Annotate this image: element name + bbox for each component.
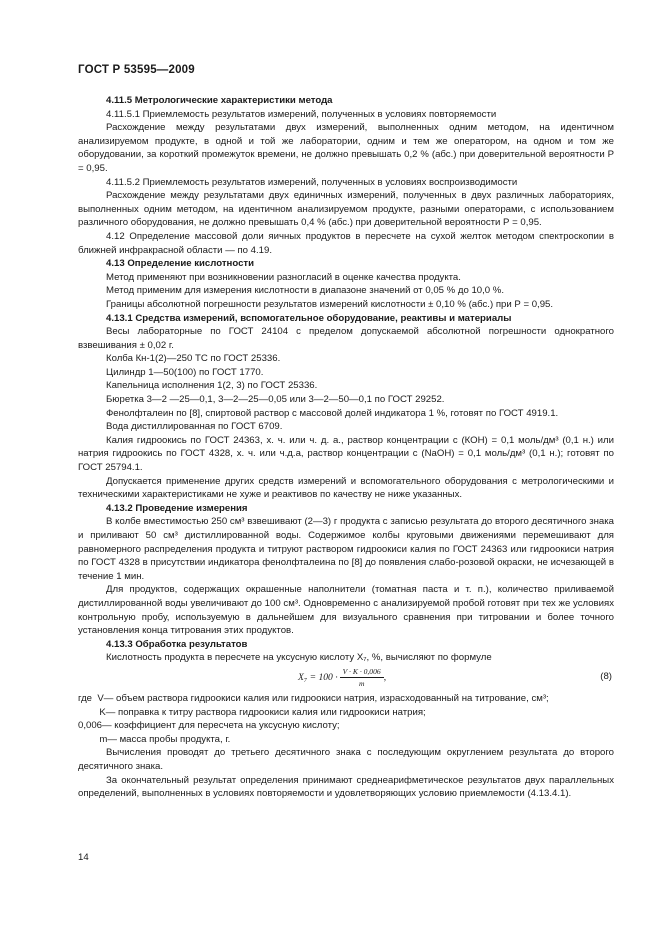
legend-text: — масса пробы продукта, г. [107, 733, 231, 745]
paragraph: Кислотность продукта в пересчете на уксусную кислоту X₇, %, вычисляют по формуле [106, 652, 492, 664]
legend-symbol: где V [78, 692, 104, 704]
legend-text: — объем раствора гидроокиси калия или гидроокиси натрия, израсходованный на титрование, см³; [103, 692, 549, 704]
paragraph: Расхождение между результатами двух единичных измерений, полученных в двух различных лабораториях, выполненных одним методом, на идентичном анализируемом продукте, разными операторами, с использованием различного оборудования, не должно превышать 0,4 % (абс.) при доверительной вероятности Р = 0,95. [78, 190, 614, 229]
variable-legend [78, 692, 614, 746]
list-item: Вода дистиллированная по ГОСТ 6709. [106, 421, 283, 433]
legend-row [78, 692, 614, 706]
document-body [78, 94, 614, 801]
paragraph: Метод применим для измерения кислотности в диапазоне значений от 0,05 % до 10,0 %. [106, 285, 504, 297]
legend-text: — поправка к титру раствора гидроокиси калия или гидроокиси натрия; [105, 706, 426, 718]
paragraph: Для продуктов, содержащих окрашенные наполнители (томатная паста и т. п.), количество приливаемой дистиллированной воды увеличивают до 100 см³. Одновременно с анализируемой пробой готовят при тех же условиях контрольную пробу, используемую в дальнейшем для визуального сравнения при титровании и более точного установления конца титрования этих продуктов. [78, 584, 614, 637]
formula-denominator: m [358, 678, 365, 688]
section-heading-4-11-5: 4.11.5 Метрологические характеристики метода [106, 95, 333, 106]
formula-numerator: V · K · 0,006 [340, 667, 384, 678]
formula-lhs: X₇ = 100 · [298, 671, 338, 683]
subsection-heading: 4.11.5.2 Приемлемость результатов измерений, полученных в условиях воспроизводимости [106, 176, 518, 188]
paragraph: Метод применяют при возникновении разногласий в оценке качества продукта. [106, 271, 461, 283]
section-heading-4-13-1: 4.13.1 Средства измерений, вспомогательное оборудование, реактивы и материалы [106, 312, 512, 324]
list-item: Цилиндр 1—50(100) по ГОСТ 1770. [106, 366, 264, 378]
paragraph: Границы абсолютной погрешности результатов измерений кислотности ± 0,10 % (абс.) при Р = 0,95. [106, 298, 554, 310]
paragraph: За окончательный результат определения принимают среднеарифметическое результатов двух параллельных определений, выполненных в условиях повторяемости и удовлетворяющих условию приемлемости (4.13.4.1). [78, 774, 614, 800]
legend-symbol: K [78, 706, 106, 718]
list-item: Фенолфталеин по [8], спиртовой раствор с массовой долей индикатора 1 %, готовят по ГОСТ 4919.1. [106, 407, 559, 419]
list-item: Калия гидроокись по ГОСТ 24363, х. ч. или ч. д. а., раствор концентрации с (КОН) = 0,1 моль/дм³ (0,1 н.) или натрия гидроокись по ГОСТ 4328, х. ч. или ч.д.а, раствор концентрации с (NaOH) = 0,1 моль/дм³ (0,1 н.); готовят по ГОСТ 25794.1. [78, 434, 614, 474]
paragraph: Весы лабораторные по ГОСТ 24104 с пределом допускаемой абсолютной погрешности однократного взвешивания ± 0,02 г. [78, 326, 614, 351]
paragraph: Расхождение между результатами двух измерений, выполненных одним методом, на идентичном анализируемом продукте, в одной и той же лаборатории, одним и тем же оператором, на одном и том же оборудовании, за короткий промежуток времени, не должно превышать 0,2 % (абс.) при доверительной вероятности Р = 0,95. [78, 122, 614, 174]
standard-header: ГОСТ Р 53595—2009 [78, 64, 195, 76]
paragraph: Вычисления проводят до третьего десятичного знака с последующим округлением результата до второго десятичного знака. [78, 747, 614, 772]
page-number: 14 [78, 852, 89, 863]
legend-row [78, 719, 614, 733]
formula-8 [78, 665, 614, 692]
legend-row [78, 733, 614, 747]
paragraph: 4.12 Определение массовой доли яичных продуктов в пересчете на сухой желток методом спектроскопии в ближней инфракрасной области — по 4.19. [78, 230, 614, 256]
list-item: Колба Кн-1(2)—250 ТС по ГОСТ 25336. [106, 353, 281, 365]
legend-symbol: m [78, 733, 108, 745]
paragraph: Допускается применение других средств измерений и вспомогательного оборудования с метрологическими и техническими характеристиками не хуже и реактивов по качеству не ниже указанных. [78, 475, 614, 501]
paragraph: В колбе вместимостью 250 см³ взвешивают (2—3) г продукта с записью результата до второго десятичного знака и приливают 50 см³ дистиллированной воды. Содержимое колбы круговыми движениями перемешивают для равномерного распределения продукта и титруют раствором гидроокиси калия по ГОСТ 24363 или гидроокиси натрия по ГОСТ 4328 в присутствии индикатора фенолфталеина по [8] до появления слабо-розовой окраски, не исчезающей в течение 1 мин. [78, 516, 614, 582]
legend-symbol: 0,006 [78, 720, 103, 732]
subsection-heading: 4.11.5.1 Приемлемость результатов измерений, полученных в условиях повторяемости [106, 108, 497, 120]
section-heading-4-13-3: 4.13.3 Обработка результатов [106, 638, 248, 650]
legend-text: — коэффициент для пересчета на уксусную кислоту; [102, 720, 340, 732]
equation-number: (8) [600, 670, 612, 682]
section-heading-4-13-2: 4.13.2 Проведение измерения [106, 502, 248, 514]
formula-expression [298, 667, 386, 688]
legend-row [78, 706, 614, 720]
formula-trail: , [383, 671, 387, 683]
list-item: Бюретка 3—2 —25—0,1, 3—2—25—0,05 или 3—2—50—0,1 по ГОСТ 29252. [106, 394, 445, 406]
formula-fraction [340, 666, 387, 688]
list-item: Капельница исполнения 1(2, 3) по ГОСТ 25336. [106, 380, 318, 392]
section-heading-4-13: 4.13 Определение кислотности [106, 258, 254, 270]
